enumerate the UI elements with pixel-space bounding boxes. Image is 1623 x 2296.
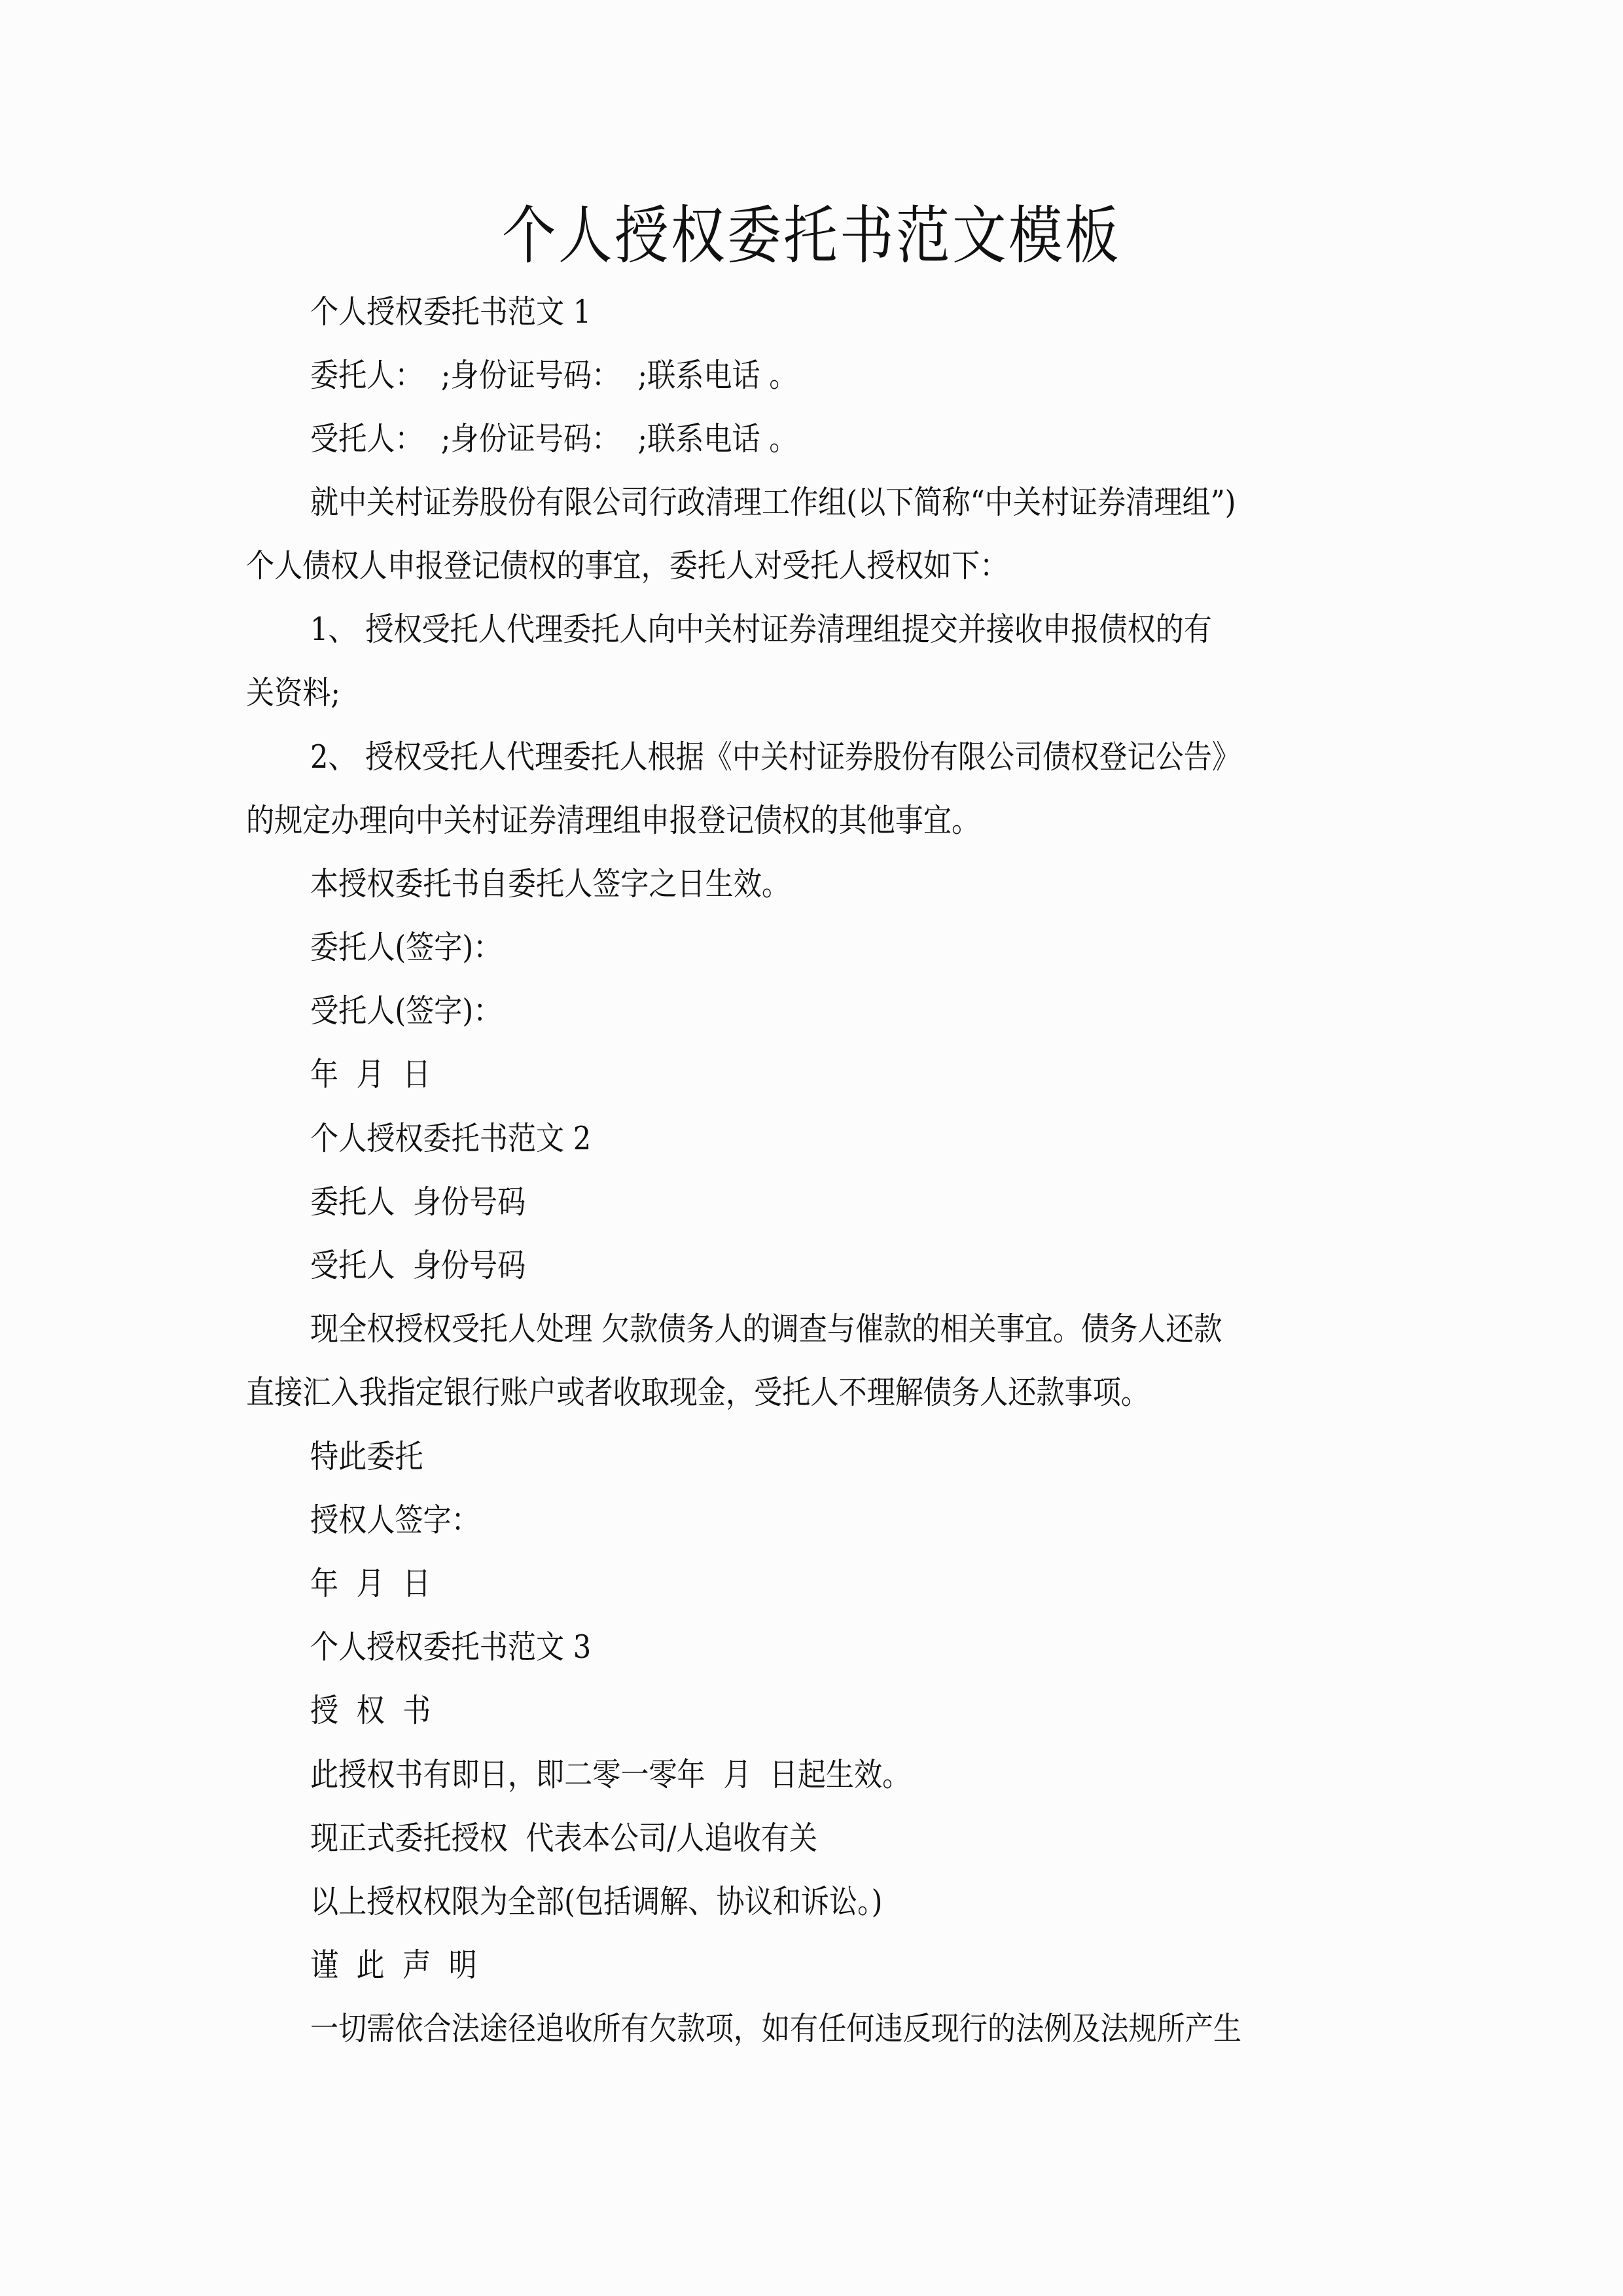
subheading: 授 权 书 bbox=[310, 1692, 431, 1729]
text-line: 关资料; bbox=[246, 674, 340, 711]
text-line: 本授权委托书自委托人签字之日生效。 bbox=[310, 865, 791, 903]
date-line: 年 月 日 bbox=[310, 1056, 431, 1093]
text-line: 直接汇入我指定银行账户或者收取现金，受托人不理解债务人还款事项。 bbox=[246, 1374, 1149, 1411]
date-line: 年 月 日 bbox=[310, 1565, 431, 1602]
section-heading-2: 个人授权委托书范文 2 bbox=[310, 1120, 592, 1157]
text-line: 一切需依合法途径追收所有欠款项，如有任何违反现行的法例及法规所产生 bbox=[310, 2010, 1241, 2047]
text-line: 现全权授权受托人处理 欠款债务人的调查与催款的相关事宜。债务人还款 bbox=[310, 1310, 1222, 1348]
signature-line: 委托人(签字)： bbox=[310, 929, 502, 966]
text-line: 委托人 身份号码 bbox=[310, 1183, 526, 1221]
subheading: 谨 此 声 明 bbox=[310, 1946, 477, 1984]
document-title: 个人授权委托书范文模板 bbox=[502, 199, 1121, 272]
section-heading-3: 个人授权委托书范文 3 bbox=[310, 1628, 592, 1666]
text-line: 受托人 身份号码 bbox=[310, 1247, 526, 1284]
text-line: 此授权书有即日，即二零一零年 月 日起生效。 bbox=[310, 1756, 911, 1793]
section-heading-1: 个人授权委托书范文 1 bbox=[310, 293, 592, 331]
text-line: 现正式委托授权 代表本公司/人追收有关 bbox=[310, 1820, 817, 1857]
text-line: 以上授权权限为全部(包括调解、协议和诉讼。) bbox=[310, 1883, 883, 1920]
text-line: 特此委托 bbox=[310, 1438, 423, 1475]
signature-line: 受托人(签字)： bbox=[310, 992, 502, 1030]
text-line: 委托人： ;身份证号码： ;联系电话 。 bbox=[310, 357, 798, 394]
text-line: 的规定办理向中关村证券清理组申报登记债权的其他事宜。 bbox=[246, 802, 980, 839]
text-line: 就中关村证券股份有限公司行政清理工作组(以下简称“中关村证券清理组”) bbox=[310, 484, 1236, 521]
text-line: 2、 授权受托人代理委托人根据《中关村证券股份有限公司债权登记公告》 bbox=[310, 738, 1240, 776]
text-line: 1、 授权受托人代理委托人向中关村证券清理组提交并接收申报债权的有 bbox=[310, 611, 1212, 648]
signature-line: 授权人签字： bbox=[310, 1501, 480, 1539]
text-line: 受托人： ;身份证号码： ;联系电话 。 bbox=[310, 420, 798, 457]
text-line: 个人债权人申报登记债权的事宜，委托人对受托人授权如下： bbox=[246, 547, 1008, 584]
